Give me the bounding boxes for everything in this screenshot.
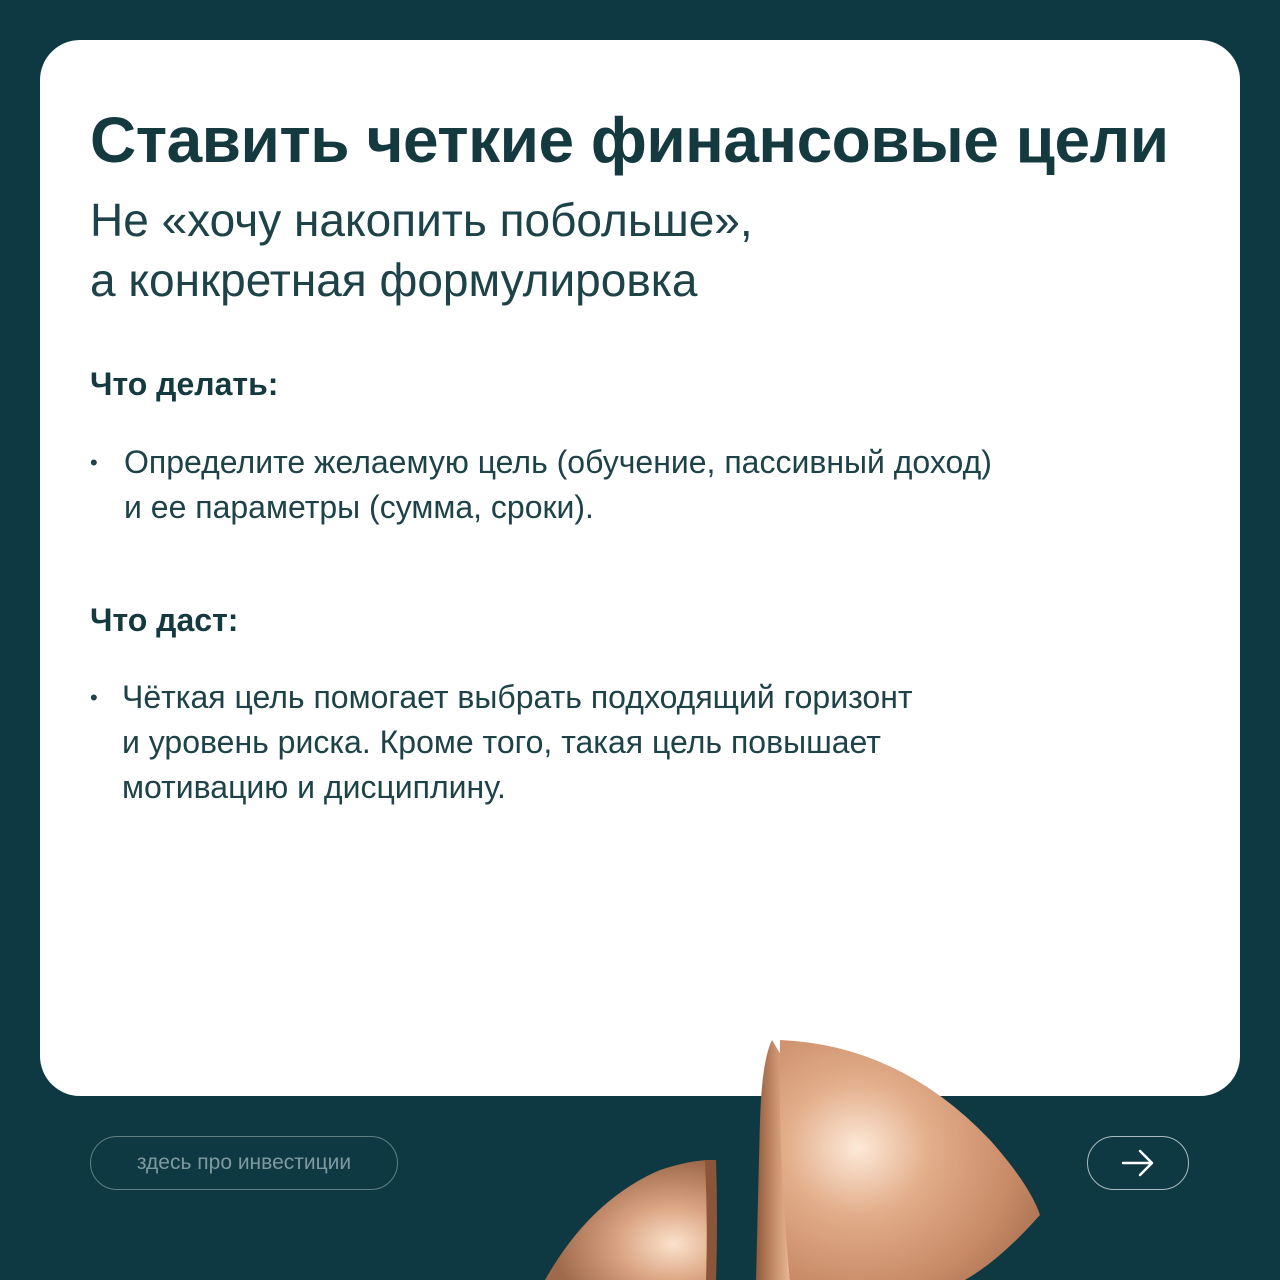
- subtitle-line: Не «хочу накопить побольше»,: [90, 194, 753, 246]
- section-heading-what-it-gives: Что даст:: [90, 602, 239, 638]
- bullet-text: [124, 440, 992, 530]
- bullet-item-what-to-do: [90, 440, 992, 530]
- slide-subtitle: [90, 190, 753, 310]
- bullet-line: Определите желаемую цель (обучение, пассивный доход): [124, 444, 992, 480]
- small-wedge-edge: [705, 1160, 717, 1280]
- bullet-text: [122, 675, 913, 810]
- bullet-line: мотивацию и дисциплину.: [122, 769, 506, 805]
- bullet-line: Чёткая цель помогает выбрать подходящий горизонт: [122, 679, 913, 715]
- bullet-line: и ее параметры (сумма, сроки).: [124, 489, 594, 525]
- next-slide-button[interactable]: [1087, 1136, 1189, 1190]
- bullet-dot-icon: •: [90, 450, 98, 475]
- subtitle-line: а конкретная формулировка: [90, 254, 698, 306]
- bullet-line: и уровень риска. Кроме того, такая цель повышает: [122, 724, 881, 760]
- topic-tag: здесь про инвестиции: [90, 1136, 398, 1190]
- arrow-right-icon: [1121, 1148, 1155, 1178]
- section-heading-what-to-do: Что делать:: [90, 366, 279, 402]
- slide-title: Ставить четкие финансовые цели: [90, 104, 1169, 176]
- bullet-dot-icon: •: [90, 685, 98, 710]
- small-copper-wedge: [545, 1160, 716, 1280]
- bullet-item-what-it-gives: [90, 675, 913, 810]
